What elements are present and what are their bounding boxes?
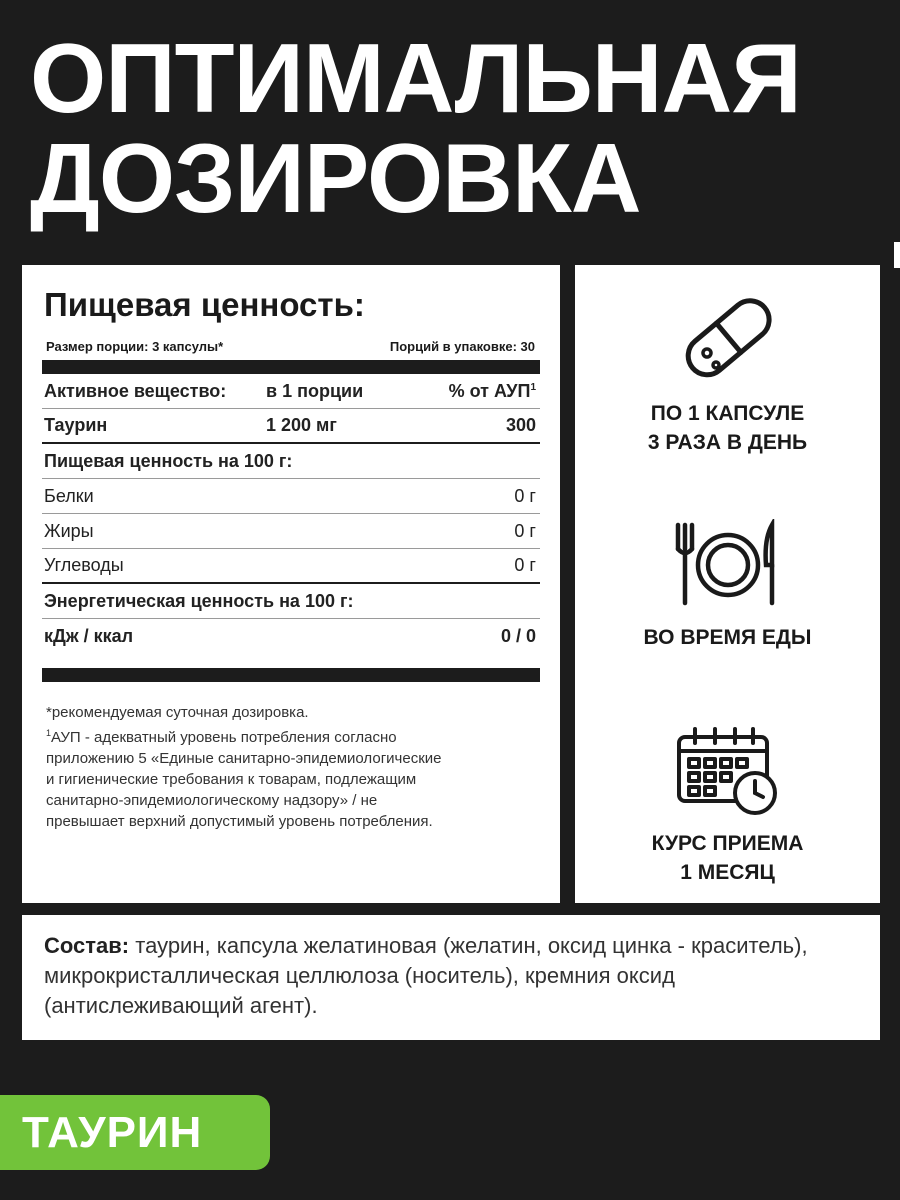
dosage-panel (575, 265, 880, 903)
active-header-per-serving: в 1 порции (266, 380, 364, 401)
footnote-line: превышает верхний допустимый уровень потребления. (46, 813, 433, 830)
nutrition-panel (22, 265, 560, 903)
corner-mark (894, 242, 900, 268)
active-header-row (42, 374, 540, 409)
nutrient-name: Углеводы (44, 555, 124, 575)
energy-value: 0 / 0 (500, 626, 536, 646)
table-row (42, 549, 540, 584)
active-header-percent: % от АУП$^1$ (448, 380, 536, 401)
footnote-line: *рекомендуемая суточная дозировка. (46, 704, 309, 721)
footnote-line: $^1$АУП - адекватный уровень потребления согласно (46, 728, 397, 746)
ingredients-panel (22, 915, 880, 1040)
footnote (42, 702, 540, 832)
dose-capsule-label: ПО 1 КАПСУЛЕ 3 РАЗА В ДЕНЬ (647, 402, 808, 454)
nutrition-title: Пищевая ценность: (44, 286, 365, 323)
active-taurine-row (42, 409, 540, 444)
servings-per-pack: Порций в упаковке: 30 (389, 339, 535, 354)
per100-title-row (42, 444, 540, 479)
footnote-line: санитарно-эпидемиологическому надзору» / не (46, 792, 378, 809)
energy-name: кДж / ккал (44, 626, 134, 646)
dose-capsule (575, 287, 880, 457)
dose-meal-label: ВО ВРЕМЯ ЕДЫ (643, 626, 812, 649)
active-amount: 1 200 мг (266, 415, 337, 435)
divider-bar-top (42, 360, 540, 374)
dose-course-label: КУРС ПРИЕМА 1 МЕСЯЦ (651, 832, 804, 884)
capsule-icon (673, 287, 783, 387)
table-row (42, 514, 540, 549)
footnote-line: и гигиенические требования к товарам, подлежащим (46, 771, 417, 788)
nutrient-name: Белки (44, 485, 94, 506)
dose-course (575, 725, 880, 887)
serving-size: Размер порции: 3 капсулы* (46, 339, 224, 354)
ingredients-text: таурин, капсула желатиновая (желатин, оксид цинка - краситель), микрокристаллическая целлюлоза (носитель), кремния оксид (антислеживающий агент). (44, 933, 808, 1018)
headline-line-1: ОПТИМАЛЬНАЯ (30, 23, 801, 133)
headline (30, 23, 890, 233)
nutrient-value: 0 г (514, 520, 536, 541)
divider-bar-bottom (42, 668, 540, 682)
dose-meal (575, 519, 880, 652)
active-percent: 300 (505, 415, 536, 435)
product-badge: ТАУРИН (0, 1095, 270, 1170)
energy-row (42, 619, 540, 654)
nutrient-name: Жиры (44, 520, 94, 541)
per100-title: Пищевая ценность на 100 г: (44, 450, 293, 471)
serving-info-row (42, 339, 540, 354)
calendar-clock-icon (673, 725, 783, 817)
active-header-name: Активное вещество: (44, 380, 227, 401)
energy-title-row (42, 584, 540, 619)
footnote-line: приложению 5 «Единые санитарно-эпидемиологические (46, 750, 442, 767)
headline-line-2: ДОЗИРОВКА (30, 123, 641, 233)
active-name: Таурин (44, 415, 108, 435)
table-row (42, 479, 540, 514)
nutrient-value: 0 г (514, 485, 536, 506)
energy-title: Энергетическая ценность на 100 г: (44, 590, 354, 611)
nutrient-value: 0 г (514, 555, 536, 575)
plate-cutlery-icon (668, 519, 788, 611)
ingredients-label: Состав: (44, 933, 130, 958)
